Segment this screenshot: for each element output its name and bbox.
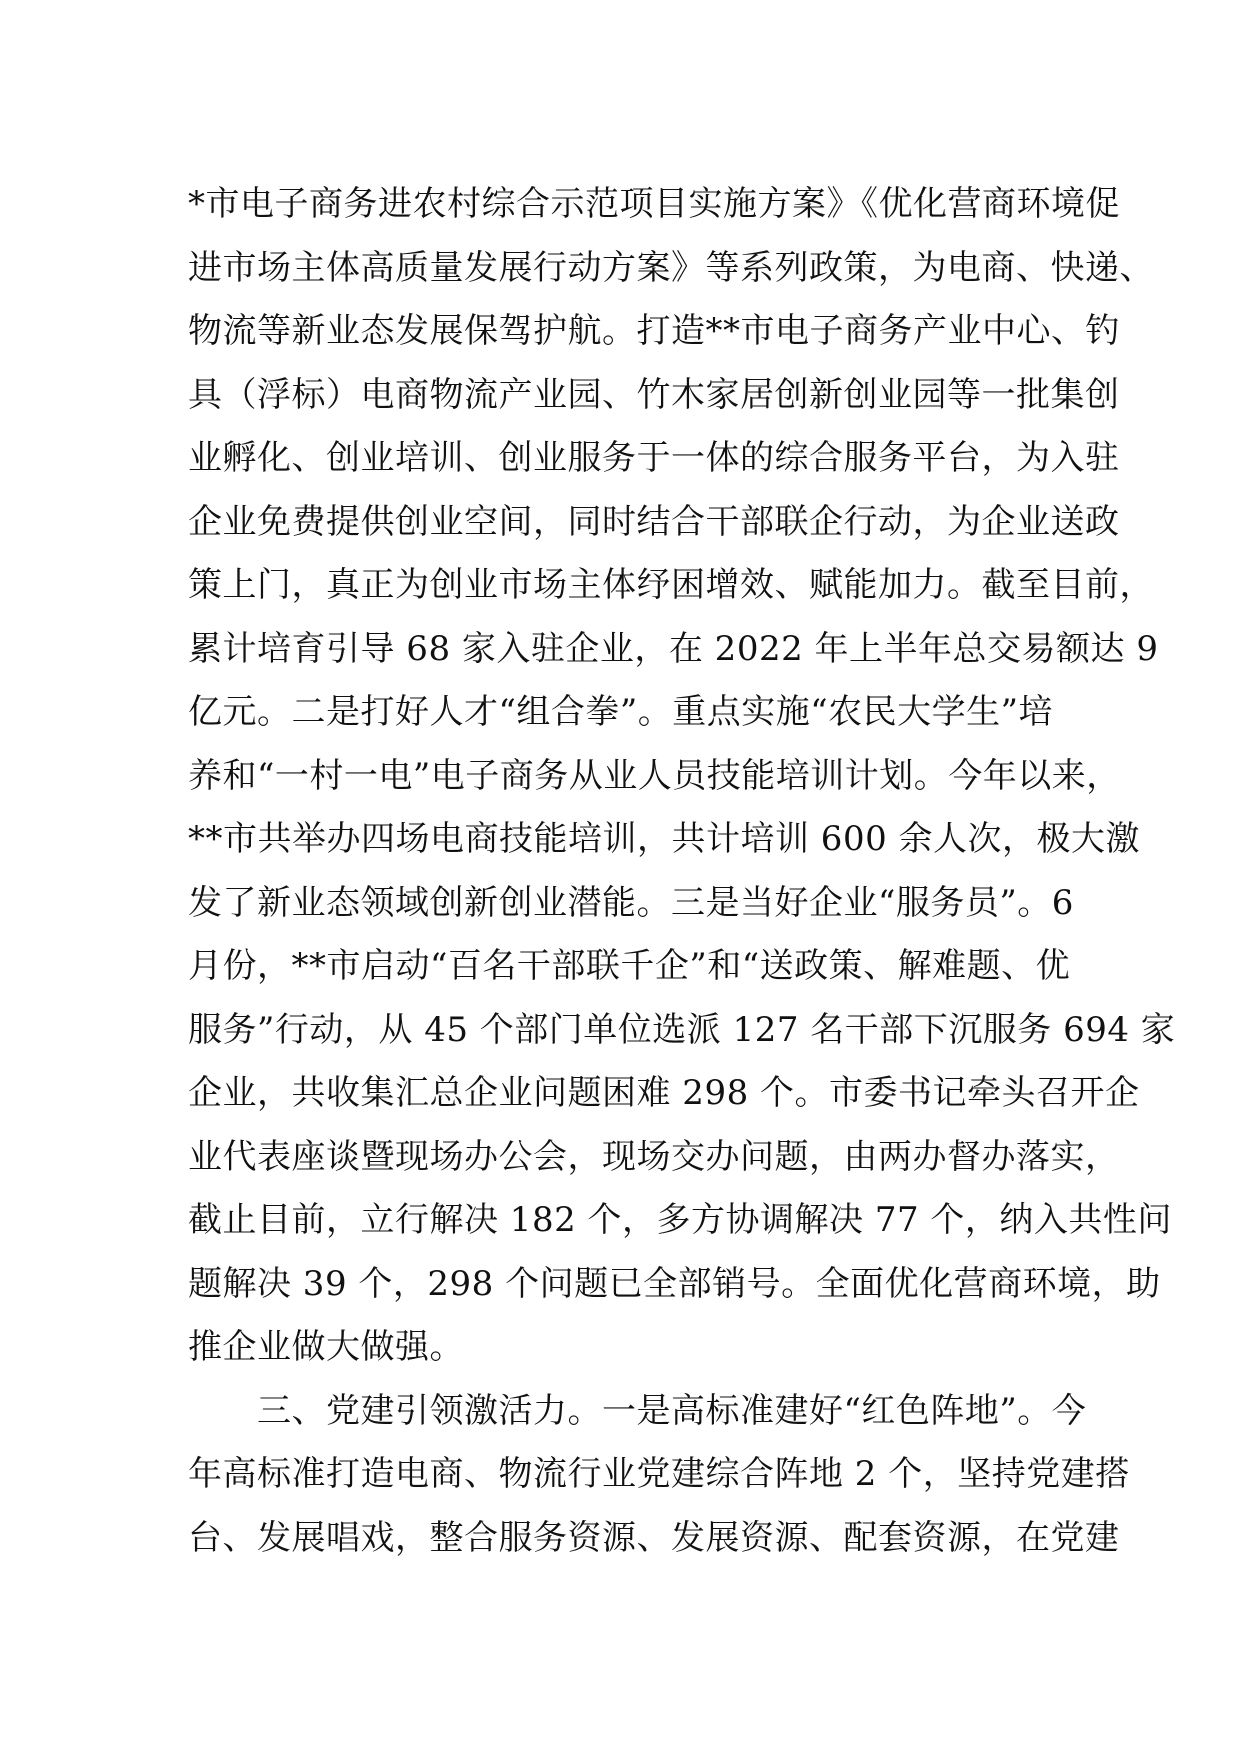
text-line: 累计培育引导 68 家入驻企业，在 2022 年上半年总交易额达 9 (188, 628, 1159, 669)
text-line: 养和“一村一电”电子商务从业人员技能培训计划。今年以来， (188, 755, 1121, 796)
text-line: 题解决 39 个，298 个问题已全部销号。全面优化营商环境，助 (188, 1263, 1161, 1304)
text-line: **市共举办四场电商技能培训，共计培训 600 余人次，极大激 (188, 819, 1141, 859)
text-line: 业代表座谈暨现场办公会，现场交办问题，由两办督办落实， (188, 1136, 1120, 1177)
text-line: 发了新业态领域创新创业潜能。三是当好企业“服务员”。6 (188, 882, 1074, 923)
text-line: 企业，共收集汇总企业问题困难 298 个。市委书记牵头召开企 (188, 1073, 1140, 1113)
body-text (188, 173, 1176, 1570)
text-line: 推企业做大做强。 (188, 1327, 464, 1367)
text-line: *市电子商务进农村综合示范项目实施方案》《优化营商环境促 (188, 184, 1120, 224)
text-line: 物流等新业态发展保驾护航。打造**市电子商务产业中心、钓 (188, 311, 1120, 351)
text-line: 亿元。二是打好人才“组合拳”。重点实施“农民大学生”培 (188, 692, 1054, 732)
text-line: 业孵化、创业培训、创业服务于一体的综合服务平台，为入驻 (188, 438, 1120, 478)
text-line: 服务”行动，从 45 个部门单位选派 127 名干部下沉服务 694 家 (188, 1009, 1176, 1050)
text-line: 三、党建引领激活力。一是高标准建好“红色阵地”。今 (188, 1390, 1087, 1431)
text-line: 截止目前，立行解决 182 个，多方协调解决 77 个，纳入共性问 (188, 1200, 1172, 1240)
text-line: 具（浮标）电商物流产业园、竹木家居创新创业园等一批集创 (188, 374, 1120, 415)
text-line: 企业免费提供创业空间，同时结合干部联企行动，为企业送政 (188, 501, 1120, 542)
text-line: 月份，**市启动“百名干部联千企”和“送政策、解难题、优 (188, 946, 1071, 986)
text-line: 年高标准打造电商、物流行业党建综合阵地 2 个，坚持党建搭 (188, 1454, 1130, 1494)
text-line: 策上门，真正为创业市场主体纾困增效、赋能加力。截至目前， (188, 565, 1154, 605)
text-line: 进市场主体高质量发展行动方案》等系列政策，为电商、快递、 (188, 247, 1154, 288)
text-line: 台、发展唱戏，整合服务资源、发展资源、配套资源，在党建 (188, 1517, 1120, 1558)
